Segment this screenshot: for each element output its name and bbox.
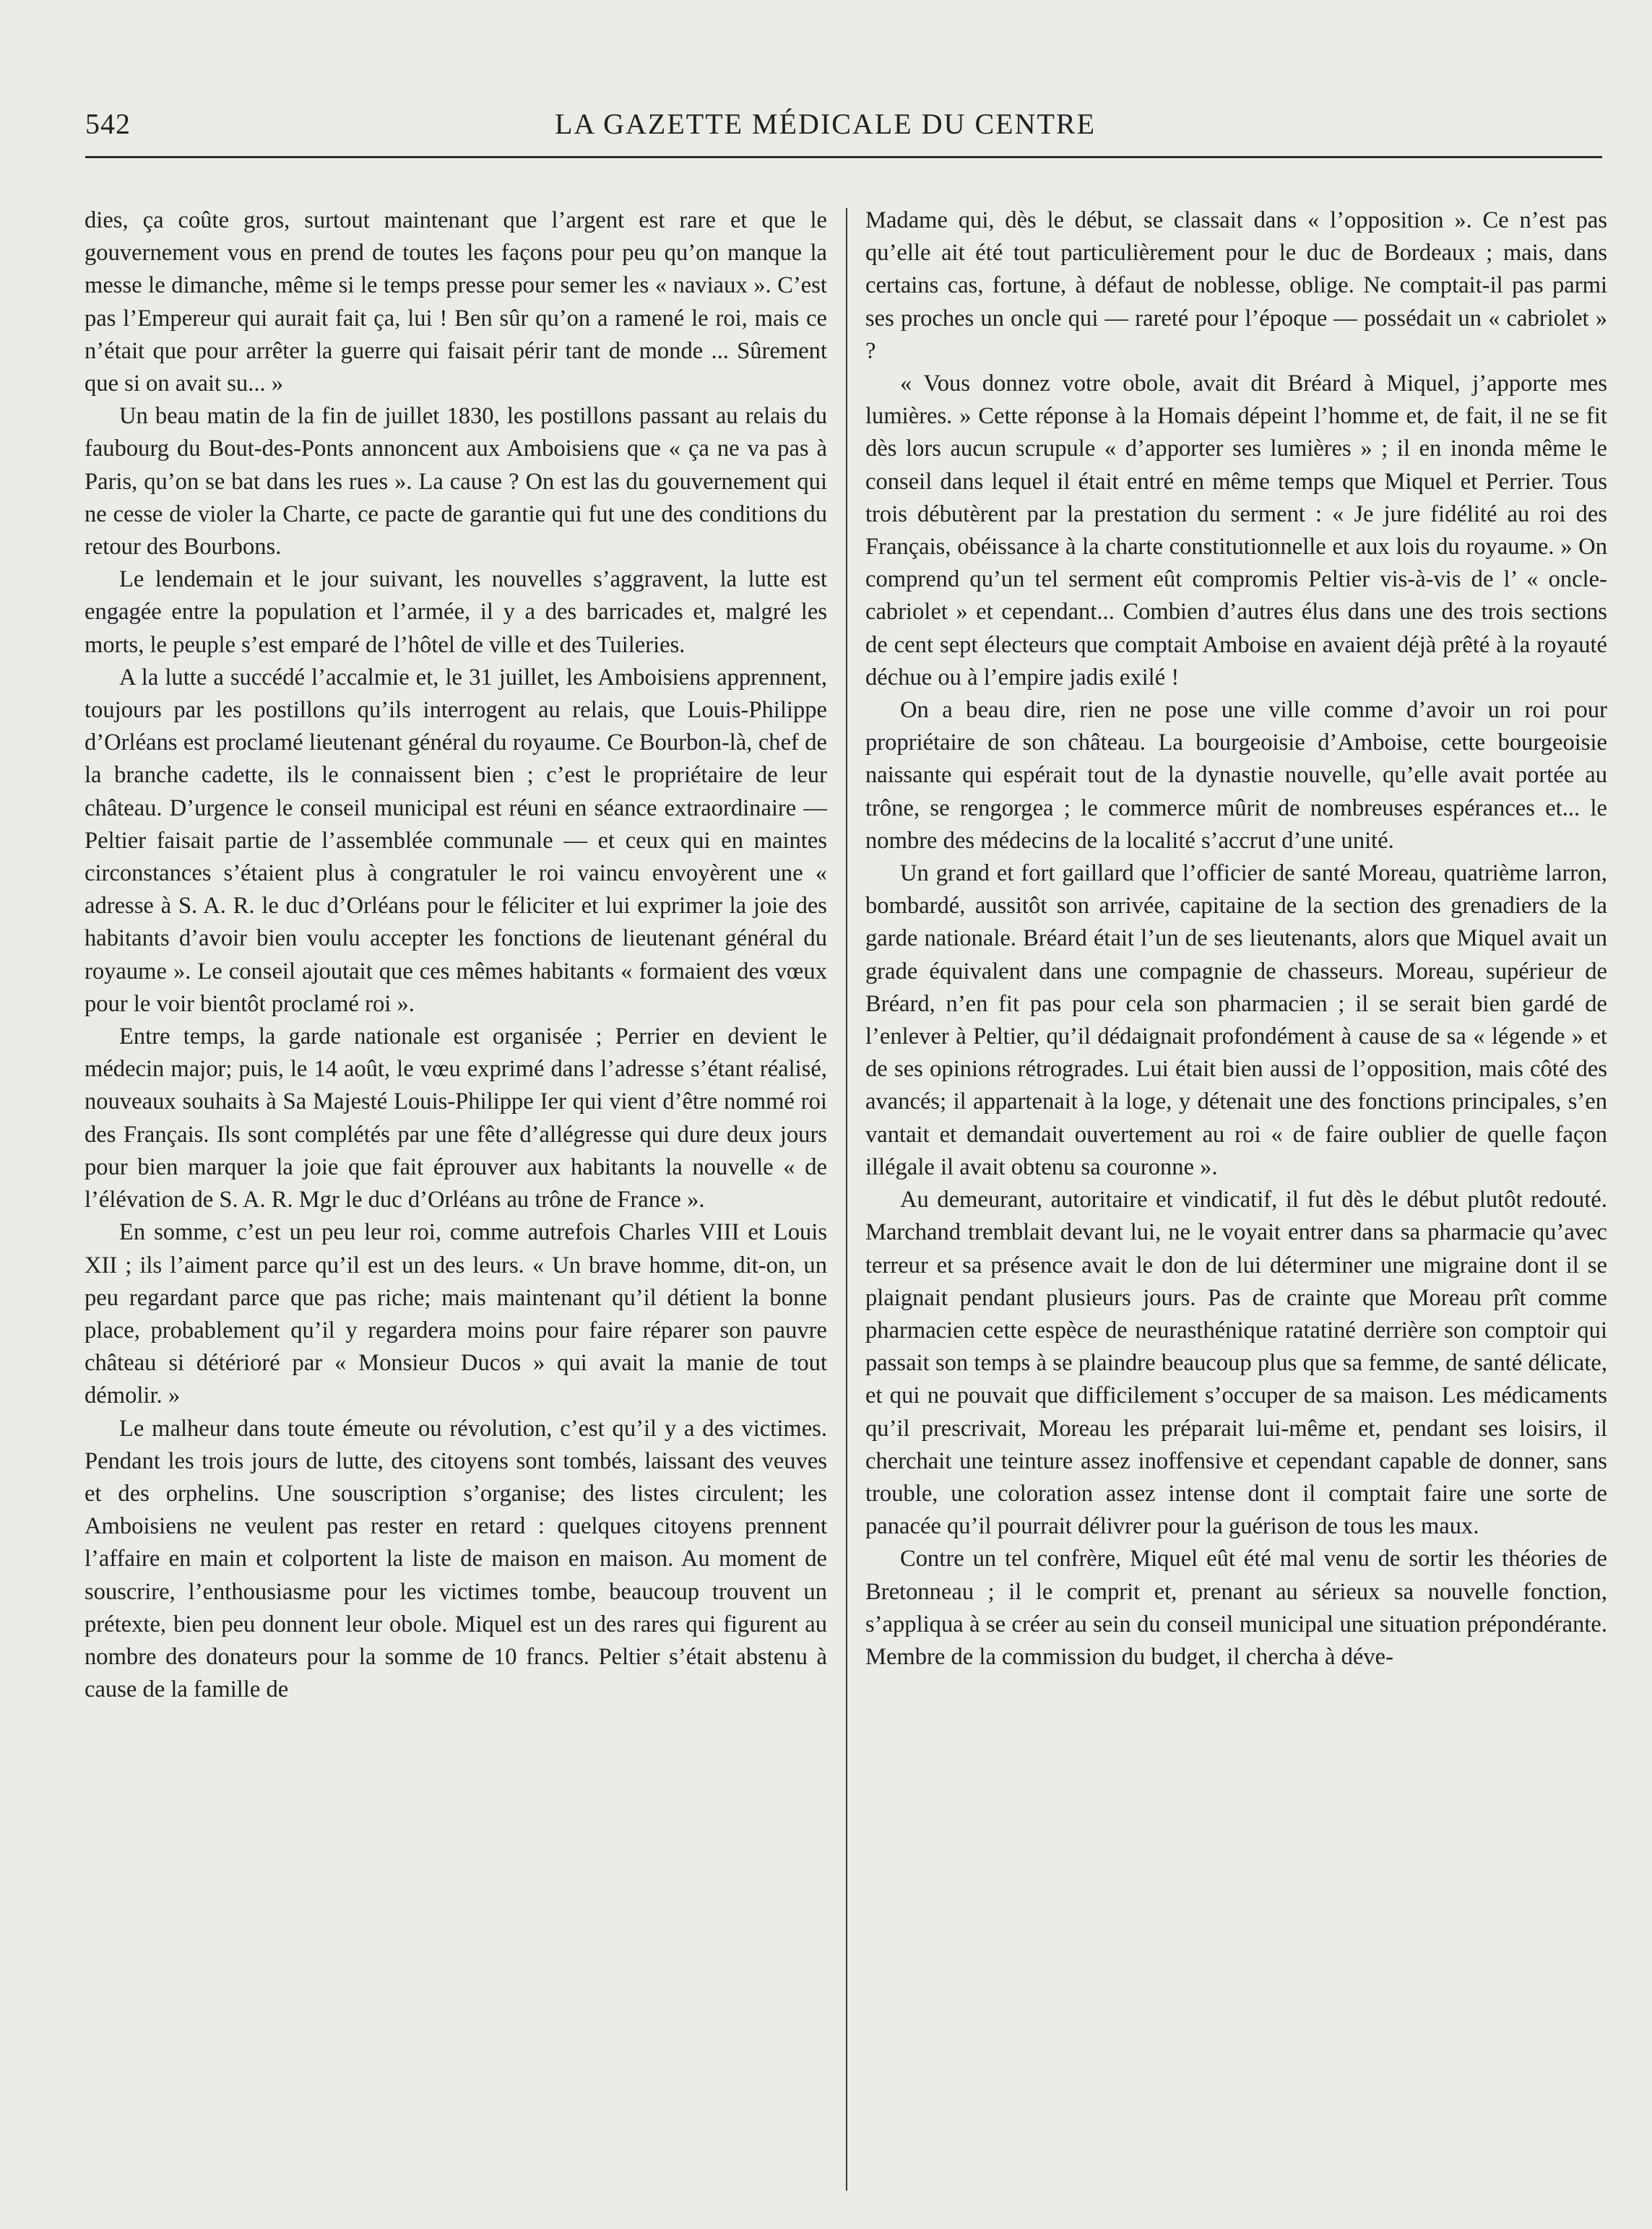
journal-title: LA GAZETTE MÉDICALE DU CENTRE [555,108,1097,140]
paragraph: Un beau matin de la fin de juillet 1830, les postillons passant au relais du faubourg du Bout-des-Ponts annoncent aux Amboisiens que « ça ne va pas à Paris, qu’on se bat dans les rues ». La cause ? On est las du gouvernement qui ne cesse de violer la Charte, ce pacte de garantie qui fut une des conditions du retour des Bourbons. [85,403,827,561]
page-header [85,107,1602,147]
header-rule [85,156,1602,158]
paragraph: En somme, c’est un peu leur roi, comme autrefois Charles VIII et Louis XII ; ils l’aiment parce qu’il est un des leurs. « Un brave homme, dit-on, un peu regardant parce que pas riche; mais maintenant qu’il détient la bonne place, probablement qu’il y regardera moins pour faire réparer son pauvre château si détérioré par « Monsieur Ducos » qui avait la manie de tout démolir. » [85,1219,827,1409]
paragraph: Madame qui, dès le début, se classait dans « l’opposition ». Ce n’est pas qu’elle ait été tout particulièrement pour le duc de Bordeaux ; mais, dans certains cas, fortune, à défaut de noblesse, oblige. Ne comptait-il pas parmi ses proches un oncle qui — rareté pour l’époque — possédait un « cabriolet » ? [865,207,1607,364]
paragraph: « Vous donnez votre obole, avait dit Bréard à Miquel, j’apporte mes lumières. » Cette réponse à la Homais dépeint l’homme et, de fait, il ne se fit dès lors aucun scrupule « d’apporter ses lumières » ; il en inonda même le conseil dans lequel il était entré en même temps que Miquel et Perrier. Tous trois débutèrent par la prestation du serment : « Je jure fidélité au roi des Français, obéissance à la charte constitutionnelle et aux lois du royaume. » On comprend qu’un tel serment eût compromis Peltier vis-à-vis de l’ « oncle-cabriolet » et cependant... Combien d’autres élus dans une des trois sections de cent sept électeurs que comptait Amboise en avaient déjà prêté à la royauté déchue ou à l’empire jadis exilé ! [865,371,1607,691]
paragraph: On a beau dire, rien ne pose une ville comme d’avoir un roi pour propriétaire de son château. La bourgeoisie d’Amboise, cette bourgeoisie naissante qui espérait tout de la dynastie nouvelle, qu’elle avait portée au trône, se rengorgea ; le commerce mûrit de nombreuses espérances et... le nombre des médecins de la localité s’accrut d’une unité. [865,697,1607,854]
left-column [85,204,827,1706]
paragraph: Un grand et fort gaillard que l’officier de santé Moreau, quatrième larron, bombardé, aussitôt son arrivée, capitaine de la section des grenadiers de la garde nationale. Bréard était l’un de ses lieutenants, alors que Miquel avait un grade équivalent dans une compagnie de chasseurs. Moreau, supérieur de Bréard, n’en fit pas pour cela son pharmacien ; il se serait bien gardé de l’enlever à Peltier, qu’il dédaignait profondément à cause de sa « légende » et de ses opinions rétrogrades. Lui était bien aussi de l’opposition, mais côté des avancés; il appartenait à la loge, y détenait une des fonctions principales, s’en vantait et demandait ouvertement au roi « de faire oublier de quelle façon illégale il avait obtenu sa couronne ». [865,860,1607,1180]
paragraph: Contre un tel confrère, Miquel eût été mal venu de sortir les théories de Bretonneau ; il le comprit et, prenant au sérieux sa nouvelle fonction, s’appliqua à se créer au sein du conseil municipal une situation prépondérante. Membre de la commission du budget, il chercha à déve- [865,1546,1607,1670]
paragraph: Entre temps, la garde nationale est organisée ; Perrier en devient le médecin major; puis, le 14 août, le vœu exprimé dans l’adresse s’étant réalisé, nouveaux souhaits à Sa Majesté Louis-Philippe Ier qui vient d’être nommé roi des Français. Ils sont complétés par une fête d’allégresse qui dure deux jours pour bien marquer la joie que fait éprouver aux habitants la nouvelle « de l’élévation de S. A. R. Mgr le duc d’Orléans au trône de France ». [85,1023,827,1213]
paragraph: dies, ça coûte gros, surtout maintenant que l’argent est rare et que le gouvernement vous en prend de toutes les façons pour peu qu’on manque la messe le dimanche, même si le temps presse pour semer les « naviaux ». C’est pas l’Empereur qui aurait fait ça, lui ! Ben sûr qu’on a ramené le roi, mais ce n’était que pour arrêter la guerre qui faisait périr tant de monde ... Sûrement que si on avait su... » [85,207,827,397]
paragraph: Le lendemain et le jour suivant, les nouvelles s’aggravent, la lutte est engagée entre la population et l’armée, il y a des barricades et, malgré les morts, le peuple s’est emparé de l’hôtel de ville et des Tuileries. [85,566,827,658]
paragraph: Le malheur dans toute émeute ou révolution, c’est qu’il y a des victimes. Pendant les trois jours de lutte, des citoyens sont tombés, laissant des veuves et des orphelins. Une souscription s’organise; des listes circulent; les Amboisiens ne veulent pas rester en retard : quelques citoyens prennent l’affaire en main et colportent la liste de maison en maison. Au moment de souscrire, l’enthousiasme pour les victimes tombe, beaucoup trouvent un prétexte, bien peu donnent leur obole. Miquel est un des rares qui figurent au nombre des donateurs pour la somme de 10 francs. Peltier s’était abstenu à cause de la famille de [85,1415,827,1703]
page-number: 542 [85,108,131,140]
right-column [865,204,1607,1674]
paragraph: Au demeurant, autoritaire et vindicatif, il fut dès le début plutôt redouté. Marchand tremblait devant lui, ne le voyait entrer dans sa pharmacie qu’avec terreur et sa présence avait le don de lui déterminer une migraine dont il se plaignait pendant plusieurs jours. Pas de crainte que Moreau prît comme pharmacien cette espèce de neurasthénique ratatiné derrière son comptoir qui passait son temps à se plaindre beaucoup plus que sa femme, de santé délicate, et qui ne pouvait que difficilement s’occuper de sa maison. Les médicaments qu’il prescrivait, Moreau les préparait lui-même et, pendant ses loisirs, il cherchait une teinture assez inoffensive et cependant capable de donner, sans trouble, une coloration assez intense dont il comptait faire une sorte de panacée qu’il pourrait délivrer pour la guérison de tous les maux. [865,1187,1607,1540]
column-divider [846,208,847,2191]
paragraph: A la lutte a succédé l’accalmie et, le 31 juillet, les Amboisiens apprennent, toujours par les postillons qu’ils interrogent au relais, que Louis-Philippe d’Orléans est proclamé lieutenant général du royaume. Ce Bourbon-là, chef de la branche cadette, ils le connaissent bien ; c’est le propriétaire de leur château. D’urgence le conseil municipal est réuni en séance extraordinaire — Peltier faisait partie de l’assemblée communale — et ceux qui en maintes circonstances s’étaient plus à congratuler le roi vaincu envoyèrent une « adresse à S. A. R. le duc d’Orléans pour le féliciter et lui exprimer la joie des habitants d’avoir bien voulu accepter les fonctions de lieutenant général du royaume ». Le conseil ajoutait que ces mêmes habitants « formaient des vœux pour le voir bientôt proclamé roi ». [85,664,827,1017]
